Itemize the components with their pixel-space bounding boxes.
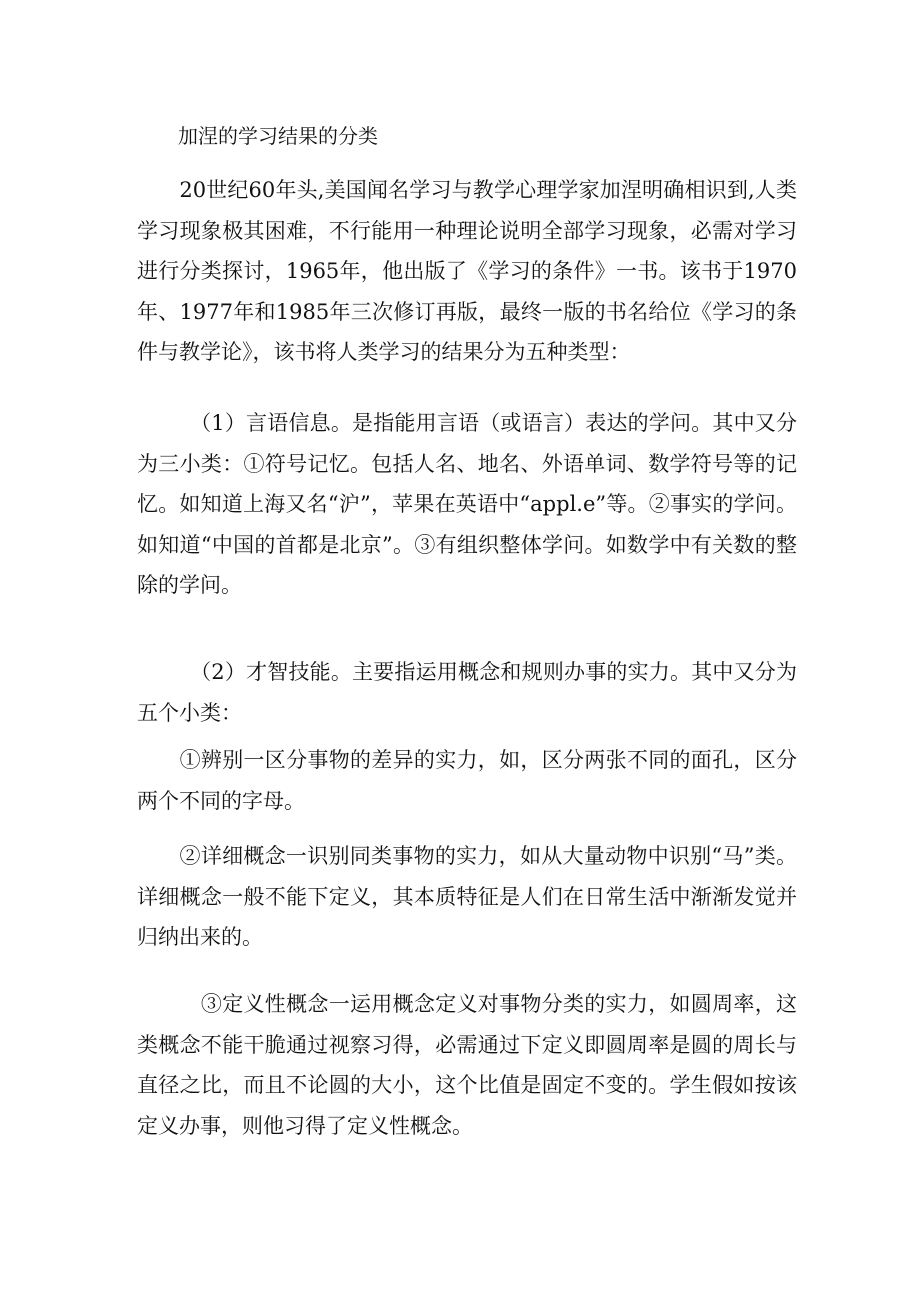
paragraph-intro: 20世纪60年头,美国闻名学习与教学心理学家加涅明确相识到,人类学习现象极其困难，不行能用一种理论说明全部学习现象，必需对学习进行分类探讨，1965年，他出版了《学习的条件》一书。该书于1970年、1977年和1985年三次修订再版，最终一版的书名给位《学习的条件与教学论》，该书将人类学习的结果分为五种类型： [137,178,797,364]
paragraph-verbal-information: （1）言语信息。是指能用言语（或语言）表达的学问。其中又分为三小类：①符号记忆。包括人名、地名、外语单词、数学符号等的记忆。如知道上海又名“沪”，苹果在英语中“appl.e”等。②事实的学问。如知道“中国的首都是北京”。③有组织整体学问。如数学中有关数的整除的学问。 [137,411,797,597]
paragraph-defined-concept: ③定义性概念一运用概念定义对事物分类的实力，如圆周率，这类概念不能干脆通过视察习得，必需通过下定义即圆周率是圆的周长与直径之比，而且不论圆的大小，这个比值是固定不变的。学生假如按该定义办事，则他习得了定义性概念。 [137,992,797,1138]
paragraph-discrimination: ①辨别一区分事物的差异的实力，如，区分两张不同的面孔，区分两个不同的字母。 [137,748,797,813]
paragraph-concrete-concept: ②详细概念一识别同类事物的实力，如从大量动物中识别“马”类。详细概念一般不能下定义，其本质特征是人们在日常生活中渐渐发觉并归纳出来的。 [137,844,797,949]
paragraph-intellectual-skills: （2）才智技能。主要指运用概念和规则办事的实力。其中又分为五个小类： [137,660,797,725]
document-title: 加涅的学习结果的分类 [178,124,378,148]
